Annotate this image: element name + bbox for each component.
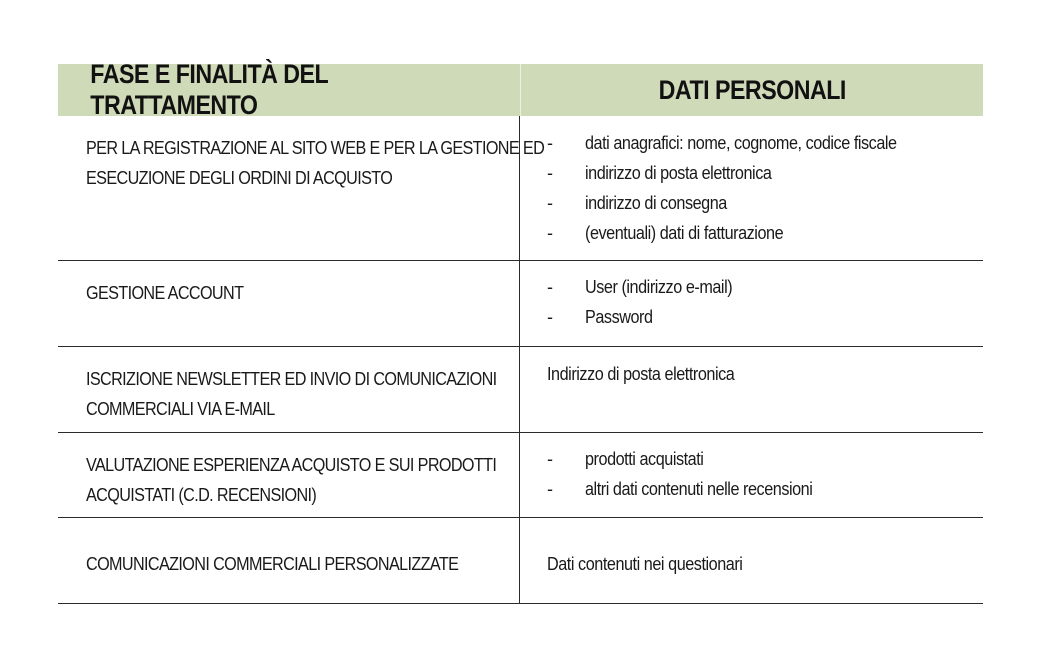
phase-line: ACQUISTATI (C.D. RECENSIONI) — [86, 485, 317, 505]
list-item — [547, 444, 973, 474]
table-row — [58, 347, 983, 433]
table-row — [58, 433, 983, 518]
data-cell — [520, 347, 983, 432]
phase-line: GESTIONE ACCOUNT — [86, 283, 244, 303]
header-personal-data: DATI PERSONALI — [658, 74, 846, 105]
header-divider — [520, 64, 521, 116]
phase-cell — [58, 347, 520, 432]
data-cell — [520, 433, 983, 517]
header-phase-purpose: FASE E FINALITÀ DEL TRATTAMENTO — [90, 59, 328, 120]
table-row — [58, 518, 983, 604]
list-item — [547, 128, 973, 158]
phase-line: ISCRIZIONE NEWSLETTER ED INVIO DI COMUNICAZIONI — [86, 369, 497, 389]
list-item-text: dati anagrafici: nome, cognome, codice fiscale — [585, 133, 897, 153]
phase-line: ESECUZIONE DEGLI ORDINI DI ACQUISTO — [86, 168, 393, 188]
list-item-text: indirizzo di posta elettronica — [585, 163, 772, 183]
phase-cell — [58, 518, 520, 603]
data-cell — [520, 116, 983, 260]
bullet-dash: - — [547, 193, 553, 213]
bullet-dash: - — [547, 307, 553, 327]
phase-cell — [58, 261, 520, 346]
phase-line: VALUTAZIONE ESPERIENZA ACQUISTO E SUI PRODOTTI — [86, 455, 497, 475]
bullet-dash: - — [547, 479, 553, 499]
list-item-text: altri dati contenuti nelle recensioni — [585, 479, 813, 499]
list-item — [547, 188, 973, 218]
bullet-dash: - — [547, 449, 553, 469]
phase-line: COMMERCIALI VIA E-MAIL — [86, 399, 275, 419]
bullet-dash: - — [547, 133, 553, 153]
list-item-text: User (indirizzo e-mail) — [585, 277, 733, 297]
bullet-dash: - — [547, 223, 553, 243]
data-processing-table — [58, 59, 983, 604]
data-text: Dati contenuti nei questionari — [547, 554, 743, 574]
phase-line: COMUNICAZIONI COMMERCIALI PERSONALIZZATE — [86, 554, 459, 574]
data-cell — [520, 261, 983, 346]
list-item-text: (eventuali) dati di fatturazione — [585, 223, 784, 243]
table-row — [58, 261, 983, 347]
phase-line: PER LA REGISTRAZIONE AL SITO WEB E PER LA GESTIONE ED — [86, 138, 545, 158]
list-item — [547, 158, 973, 188]
data-cell — [520, 518, 983, 603]
list-item-text: Password — [585, 307, 653, 327]
bullet-dash: - — [547, 163, 553, 183]
bullet-dash: - — [547, 277, 553, 297]
phase-cell — [58, 116, 545, 260]
list-item — [547, 272, 973, 302]
phase-cell — [58, 433, 520, 517]
table-header — [58, 59, 983, 120]
list-item-text: prodotti acquistati — [585, 449, 704, 469]
data-text: Indirizzo di posta elettronica — [547, 364, 735, 384]
list-item — [547, 302, 973, 332]
list-item — [547, 474, 973, 504]
list-item — [547, 218, 973, 248]
table-row — [58, 116, 983, 261]
list-item-text: indirizzo di consegna — [585, 193, 727, 213]
